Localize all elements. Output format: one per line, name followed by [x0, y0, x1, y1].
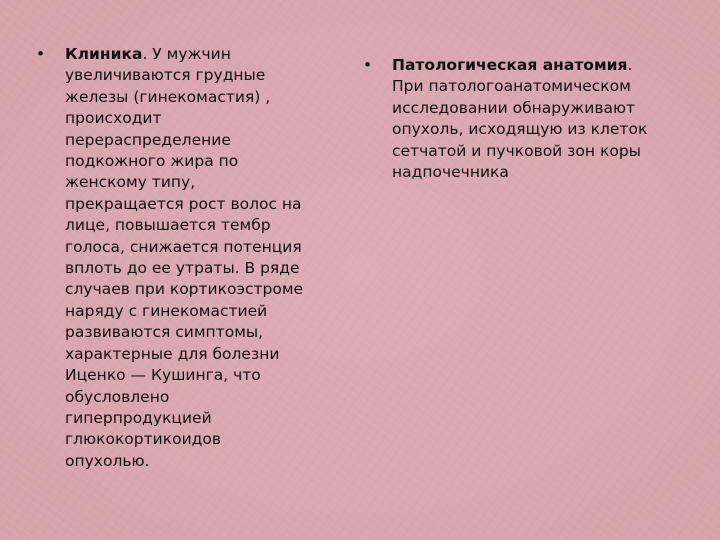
clinic-section [36, 44, 346, 472]
clinic-body: . У мужчин увеличиваются грудные железы (гинекомастия) , происходит перераспределение подкожного жира по женскому типу, прекращается рост волос на лице, повышается тембр голоса, снижается потенция вплоть до ее утраты. В ряде случаев при кортикоэстроме наряду с гинекомастией развиваются симптомы, характерные для болезни Иценко — Кушинга, что обусловлено гиперпродукцией глюкокортикоидов опухолью. [65, 45, 304, 470]
bullet-icon: • [363, 56, 373, 74]
clinic-text [65, 44, 346, 472]
pathology-body: . При патологоанатомическом исследовании обнаруживают опухоль, исходящую из клеток сетчатой и пучковой зон коры надпочечника [392, 56, 648, 182]
bullet-icon: • [36, 45, 46, 63]
clinic-term: Клиника [65, 45, 143, 63]
pathology-section [363, 55, 693, 183]
pathology-bullet-item [363, 55, 693, 183]
clinic-bullet-item [36, 44, 346, 472]
pathology-term: Патологическая анатомия [392, 56, 628, 74]
pathology-text [392, 55, 693, 183]
